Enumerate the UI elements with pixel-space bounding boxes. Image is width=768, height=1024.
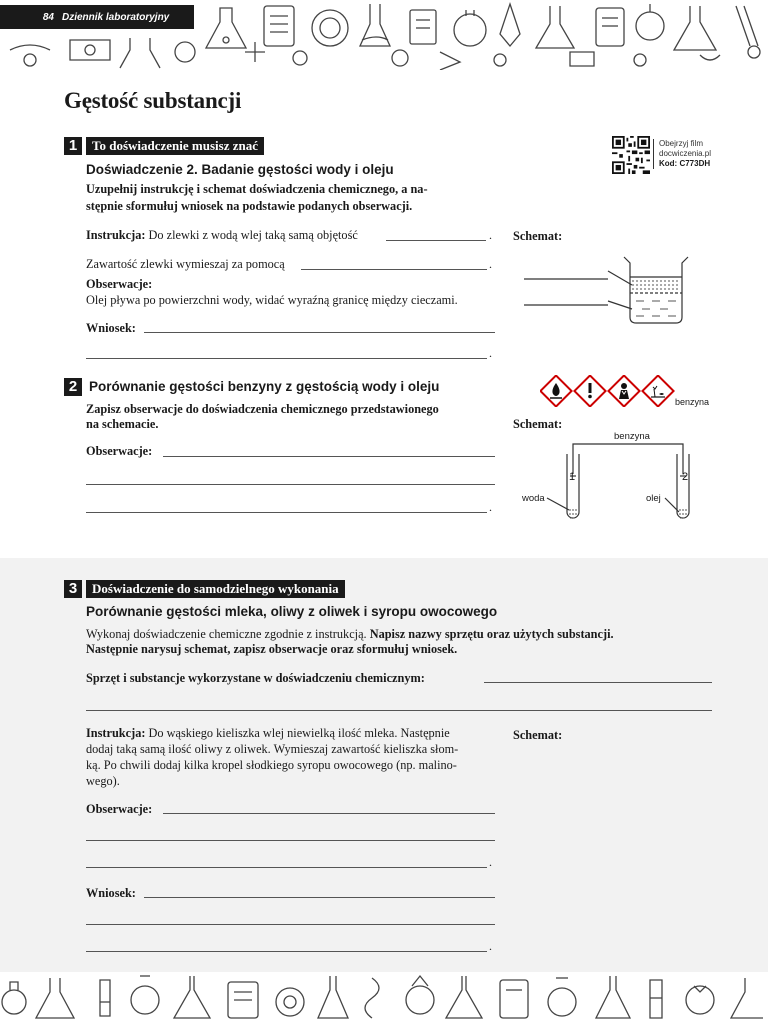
section-1-observations-label: Obserwacje: (86, 277, 153, 291)
section-3-instruction-text-1: Do wąskiego kieliszka wlej niewielką ilość mleka. Następnie (145, 726, 450, 740)
instruction-blank-1[interactable] (386, 240, 486, 241)
book-title: Dziennik laboratoryjny (62, 11, 170, 23)
hazard-label: benzyna (675, 397, 710, 407)
period: . (489, 257, 492, 271)
diagram-woda-label: woda (522, 493, 545, 504)
period: . (489, 500, 492, 514)
qr-code-icon[interactable] (612, 136, 650, 174)
flammable-hazard-icon (540, 375, 571, 406)
lab-doodle-pattern-bottom (0, 972, 768, 1024)
qr-info[interactable] (653, 139, 711, 169)
health-hazard-icon (608, 375, 639, 406)
section-3-instruction-line-4: wego). (86, 774, 120, 788)
experiment-2-title: Doświadczenie 2. Badanie gęstości wody i oleju (86, 162, 394, 177)
section-1-number: 1 (64, 137, 82, 155)
section-1-instruction (86, 227, 358, 244)
section-3-obs-line-1[interactable] (163, 813, 495, 814)
section-3-instruction-line-3: ką. Po chwili dodaj kilka kropel słodkiego syropu owocowego (np. malino- (86, 758, 457, 772)
section-3-number: 3 (64, 580, 82, 598)
section-3-instruction-line-2: dodaj taką samą ilość oliwy z oliwek. Wymieszaj zawartość kieliszka słom- (86, 742, 459, 756)
conclusion-line-1[interactable] (144, 332, 495, 333)
instruction-text: Do zlewki z wodą wlej taką samą objętość (145, 228, 358, 242)
section-3-tag: Doświadczenie do samodzielnego wykonania (86, 580, 345, 598)
section-3-conclusion-line-1[interactable] (144, 897, 495, 898)
mix-text: Zawartość zlewki wymieszaj za pomocą (86, 257, 285, 271)
section-1-task-line-2: stępnie sformułuj wniosek na podstawie podanych obserwacji. (86, 199, 413, 213)
section-2-task-line-2: na schemacie. (86, 417, 159, 431)
section-2-obs-line-1[interactable] (163, 456, 495, 457)
instruction-label: Instrukcja: (86, 228, 146, 242)
exclamation-hazard-icon (574, 375, 605, 406)
section-3-task-line-2: Następnie narysuj schemat, zapisz obserwacje oraz sformułuj wniosek. (86, 642, 458, 656)
section-1-conclusion-label: Wniosek: (86, 321, 136, 335)
section-3-obs-line-2[interactable] (86, 840, 495, 841)
task-bold: Napisz nazwy sprzętu oraz użytych substancji. (369, 627, 614, 641)
period: . (489, 228, 492, 242)
section-2-number: 2 (64, 378, 82, 396)
period: . (489, 939, 492, 953)
section-3-conclusion-label: Wniosek: (86, 886, 136, 900)
section-2-observations-label: Obserwacje: (86, 444, 153, 458)
section-3-conclusion-line-2[interactable] (86, 924, 495, 925)
section-2-task-line-1: Zapisz obserwacje do doświadczenia chemicznego przedstawionego (86, 402, 439, 416)
section-3-conclusion-line-3[interactable] (86, 951, 487, 952)
diagram-benzyna-label: benzyna (614, 431, 650, 442)
equipment-line-1[interactable] (484, 682, 712, 683)
section-2-schema-label: Schemat: (513, 417, 563, 431)
period: . (489, 346, 492, 360)
section-3-instruction-label: Instrukcja: (86, 726, 146, 740)
section-3-obs-line-3[interactable] (86, 867, 487, 868)
equipment-label: Sprzęt i substancje wykorzystane w doświadczeniu chemicznym: (86, 671, 425, 685)
section-2-obs-line-3[interactable] (86, 512, 487, 513)
section-2-title: Porównanie gęstości benzyny z gęstością wody i oleju (89, 379, 440, 394)
tube-2-number: 2 (682, 471, 689, 483)
header-band (0, 0, 768, 70)
qr-watch-label: Obejrzyj film (659, 139, 704, 148)
section-1-task-line-1: Uzupełnij instrukcję i schemat doświadczenia chemicznego, a na- (86, 182, 428, 196)
section-3-schema-label: Schemat: (513, 728, 563, 742)
section-3-observations-label: Obserwacje: (86, 802, 153, 816)
page-number: 84 (42, 11, 54, 23)
footer-band (0, 972, 768, 1024)
section-2-obs-line-2[interactable] (86, 484, 495, 485)
period: . (489, 855, 492, 869)
qr-site: docwiczenia.pl (659, 149, 712, 158)
environment-hazard-icon (642, 375, 673, 406)
section-1-schema-label: Schemat: (513, 229, 563, 243)
task-normal: Wykonaj doświadczenie chemiczne zgodnie z instrukcją. (86, 627, 370, 641)
page-title: Gęstość substancji (64, 88, 242, 113)
qr-code-text: Kod: C773DH (659, 159, 711, 168)
section-1-tag: To doświadczenie musisz znać (86, 137, 264, 155)
section-1-observations-text: Olej pływa po powierzchni wody, widać wyraźną granicę między cieczami. (86, 293, 458, 307)
beaker-diagram (520, 255, 700, 330)
tube-1-number: 1 (569, 471, 576, 483)
mix-blank[interactable] (301, 269, 487, 270)
hazard-pictograms (540, 375, 675, 407)
section-3-instruction-line-1 (86, 725, 450, 742)
section-3-title: Porównanie gęstości mleka, oliwy z oliwek i syropu owocowego (86, 604, 498, 619)
header-tag (0, 5, 194, 29)
diagram-olej-label: olej (646, 493, 661, 504)
equipment-line-2[interactable] (86, 710, 712, 711)
conclusion-line-2[interactable] (86, 358, 487, 359)
